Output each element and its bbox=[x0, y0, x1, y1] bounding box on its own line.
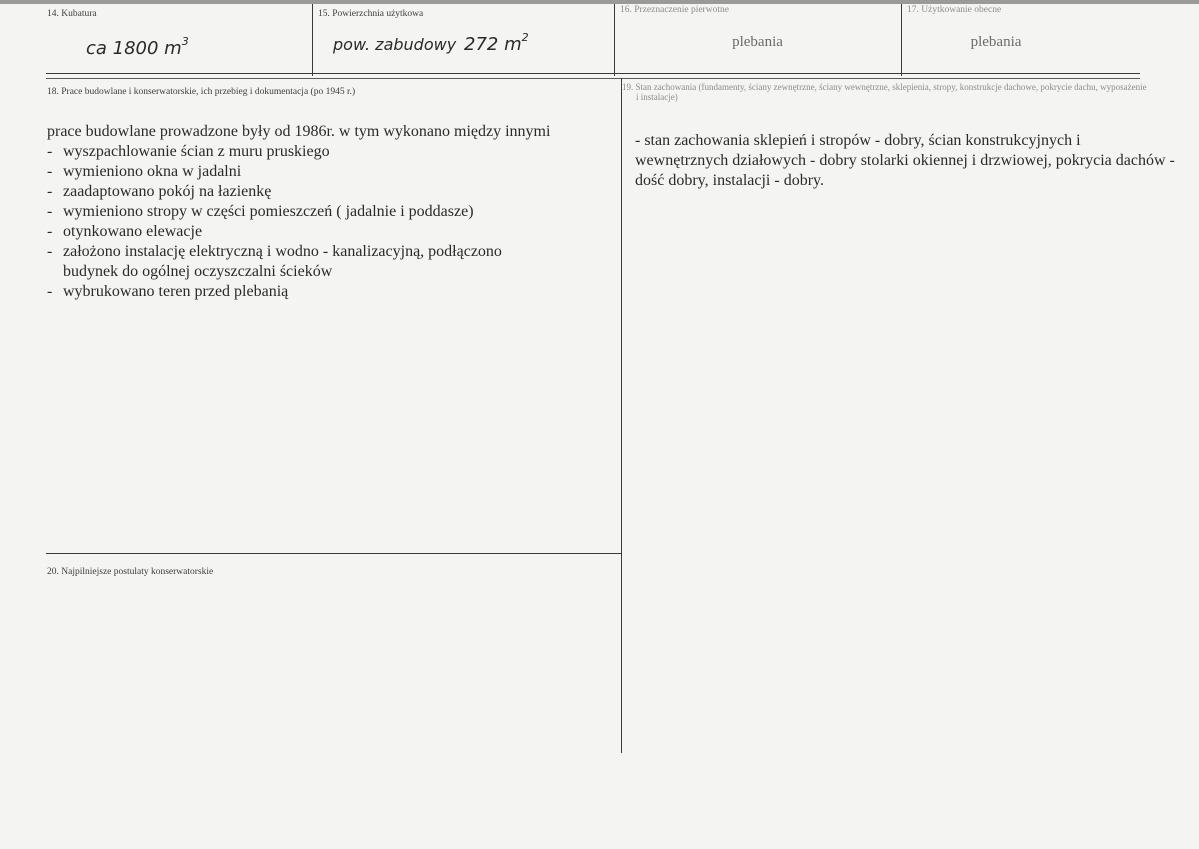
field-15-value bbox=[464, 33, 529, 55]
scan-top-edge bbox=[0, 0, 1199, 4]
field-18-intro: prace budowlane prowadzone były od 1986r. w tym wykonano między innymi bbox=[47, 123, 551, 140]
list-item: - otynkowano elewacje bbox=[47, 223, 203, 240]
list-item: - wymieniono okna w jadalni bbox=[47, 163, 242, 180]
field-19-content bbox=[635, 131, 1175, 191]
field-17-value: plebania bbox=[970, 34, 1022, 50]
list-item: - założono instalację elektryczną i wodno - kanalizacyjną, podłączono budynek do ogólnej oczyszczalni ścieków bbox=[47, 243, 502, 280]
field-15-value-sup: 2 bbox=[521, 31, 529, 44]
body-column-divider bbox=[621, 78, 622, 753]
field-19-label: 19. Stan zachowania (fundamenty, ściany zewnętrzne, ściany wewnętrzne, sklepienia, stropy, konstrukcje dachowe, pokrycie dachu, wyposażenie i instalacje) bbox=[622, 82, 1147, 102]
field-16-value: plebania bbox=[732, 34, 783, 50]
field-15-value-text: 272 m bbox=[464, 34, 522, 55]
field-14-value-text: ca 1800 m bbox=[86, 38, 182, 59]
field-20-label: 20. Najpilniejsze postulaty konserwatorskie bbox=[47, 567, 214, 577]
field-19-text: - stan zachowania sklepień i stropów - dobry, ścian konstrukcyjnych i wewnętrznych działowych - dobry stolarki okiennej i drzwiowej, pokrycia dachów - dość dobry, instalacji - dobry. bbox=[635, 132, 1175, 189]
field-18-list bbox=[47, 142, 579, 302]
header-bottom-rule bbox=[46, 73, 1140, 74]
list-item-text: wymieniono stropy w części pomieszczeń ( jadalnie i poddasze) bbox=[63, 203, 474, 220]
field-15-label: 15. Powierzchnia użytkowa bbox=[318, 9, 424, 19]
field-15-value-prefix: pow. zabudowy bbox=[333, 35, 457, 54]
list-item: - wybrukowano teren przed plebanią bbox=[47, 283, 289, 300]
list-item-text: wymieniono okna w jadalni bbox=[63, 163, 242, 180]
field-14-value bbox=[86, 37, 189, 59]
list-item: - zaadaptowano pokój na łazienkę bbox=[47, 183, 272, 200]
list-item: - wymieniono stropy w części pomieszczeń ( jadalnie i poddasze) bbox=[47, 203, 474, 220]
list-item-text: wyszpachlowanie ścian z muru pruskiego bbox=[63, 143, 330, 160]
section-20-top-rule bbox=[46, 553, 622, 554]
field-14-value-sup: 3 bbox=[181, 35, 189, 48]
header-divider-1 bbox=[312, 4, 313, 76]
field-16-label: 16. Przeznaczenie pierwotne bbox=[620, 5, 729, 15]
list-item-text: założono instalację elektryczną i wodno - kanalizacyjną, podłączono budynek do ogólnej oczyszczalni ścieków bbox=[63, 243, 502, 280]
field-17-label: 17. Użytkowanie obecne bbox=[907, 5, 1002, 15]
list-item-text: otynkowano elewacje bbox=[63, 223, 203, 240]
list-item: - wyszpachlowanie ścian z muru pruskiego bbox=[47, 143, 330, 160]
body-top-rule bbox=[46, 78, 1140, 79]
list-item-text: zaadaptowano pokój na łazienkę bbox=[63, 183, 272, 200]
field-18-label: 18. Prace budowlane i konserwatorskie, ich przebieg i dokumentacja (po 1945 r.) bbox=[47, 87, 356, 97]
field-14-label: 14. Kubatura bbox=[47, 9, 97, 19]
list-item-text: wybrukowano teren przed plebanią bbox=[63, 283, 289, 300]
field-18-content bbox=[47, 122, 579, 302]
